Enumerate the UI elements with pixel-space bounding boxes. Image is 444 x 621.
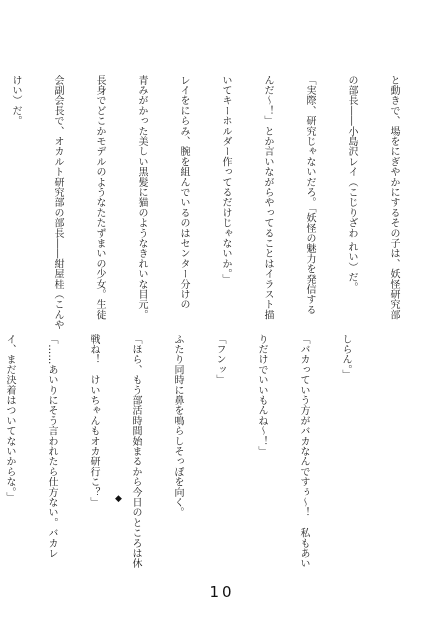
section-break-diamond-icon: ◆ xyxy=(115,494,122,504)
text-line: 戦ね！ けいちゃんもオカ研行こ？」 xyxy=(88,334,99,508)
text-line: の部長――小島沢レイ（こじりざわ れい）だ。 xyxy=(346,75,357,293)
text-line: んだ～！」とか言いながらやってることはイラスト描 xyxy=(262,75,273,320)
text-line: 「フンッ」 xyxy=(214,334,225,385)
text-line: 「実際、研究じゃないだろ。「妖怪の魅力を発信する xyxy=(304,75,315,315)
text-line: りだけでいいもんね～！」 xyxy=(256,334,267,457)
text-line: 会副会長で、オカルト研究部の部長――紺屋桂（こんや xyxy=(52,75,63,330)
page-number: 10 xyxy=(209,583,235,601)
text-line: ふたり同時に鼻を鳴らしそっぽを向く。 xyxy=(172,334,183,518)
text-line: けい）だ。 xyxy=(10,75,21,126)
text-line: 青みがかった美しい黒髪に猫のようなきれいな目元。 xyxy=(136,75,147,320)
text-line: 「……あいりにそう言われたら仕方ない。バカレ xyxy=(46,334,57,559)
text-line: 「ほら、もう部活時間始まるから今日のところは休 xyxy=(130,334,141,569)
text-line: レイをにらみ、腕を組んでいるのはセンター分けの xyxy=(178,75,189,310)
text-line: いてキーホルダー作ってるだけじゃないか。」 xyxy=(220,75,231,285)
text-line: と動きで、場をにぎやかにするその子は、妖怪研究部 xyxy=(388,75,399,320)
text-line: 長身でどこかモデルのようなたたずまいの少女。生徒 xyxy=(94,75,105,320)
text-line: 「バカっていう方がバカなんですぅ～！ 私もあい xyxy=(298,334,309,569)
text-line: しらん。」 xyxy=(340,334,351,380)
lower-text-block xyxy=(4,334,380,569)
upper-text-block xyxy=(10,75,428,330)
text-line: イ、まだ決着はついてないからな。」 xyxy=(4,334,15,503)
